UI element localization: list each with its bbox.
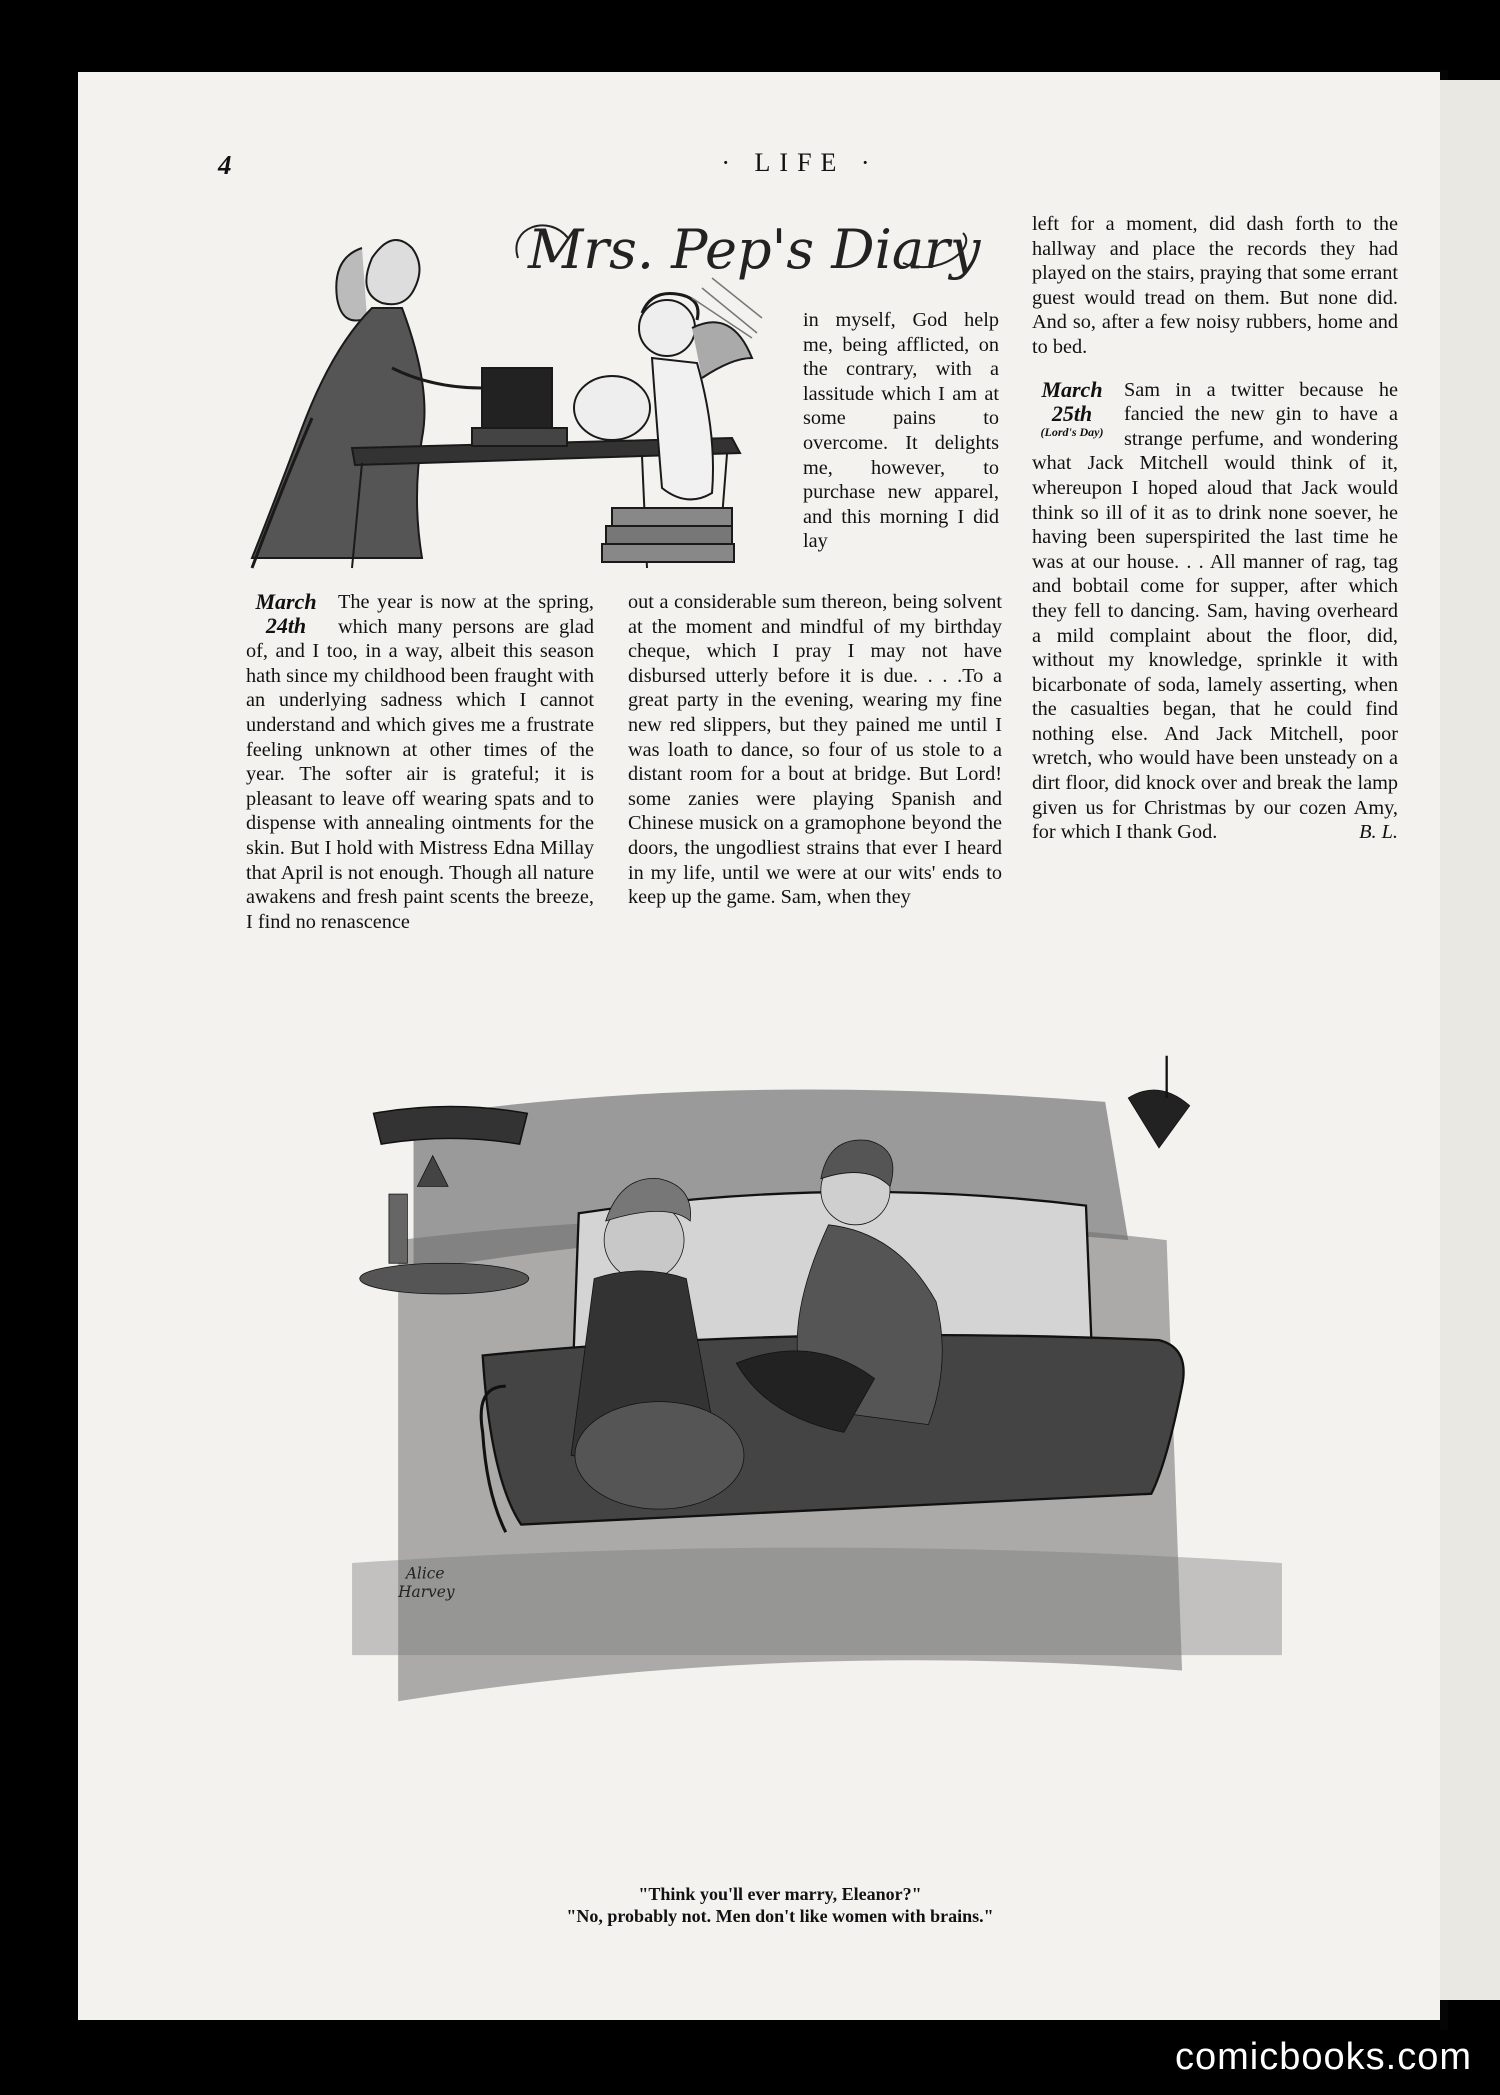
author-signature: B. L. bbox=[1359, 821, 1398, 844]
sofa-cartoon-illustration bbox=[212, 1025, 1422, 1855]
entry-date-march-24: March 24th bbox=[255, 589, 317, 638]
entry1-text-col2-bottom: out a considerable sum thereon, being solvent at the moment and mindful of my birthday cheque, which I pray I may not have disbursed utterly before it is due. . . .To a great party in the evening, wearing my fine new red slippers, but they pained me until I was loath to dance, so four of us stole to a distant room for a bout at bridge. But Lord! some zanies were playing Spanish and Chinese musick on a gramophone beyond the doors, the ungodliest strains that ever I heard in my life, until we were at our wits' ends to keep up the game. Sam, when they bbox=[628, 591, 1002, 909]
page-number: 4 bbox=[218, 150, 232, 180]
svg-text:Harvey: Harvey bbox=[398, 1582, 455, 1601]
entry1-text-col1: The year is now at the spring, which many persons are glad of, and I too, in a way, albeit this season hath since my childhood been fraught with an underlying sadness which I cannot understand and which gives me a frustrate feeling unknown at other times of the year. The softer air is grateful; it is pleasant to leave off wearing spats and to dispense with annealing ointments for the skin. But I hold with Mistress Edna Millay that April is not enough. Though all nature awakens and fresh paint scents the breeze, I find no renascence bbox=[246, 591, 594, 933]
column-2-bottom bbox=[628, 590, 1002, 910]
column-1 bbox=[246, 590, 594, 934]
entry-date-march-25: March 25th (Lord's Day) bbox=[1032, 378, 1112, 440]
caption-line-1: "Think you'll ever marry, Eleanor?" bbox=[638, 1884, 922, 1904]
entry1-text-col2-top: in myself, God help me, being afflicted, on the contrary, with a lassitude which I am at some pains to overcome. It delights me, however, to purchase new apparel, and this morning I did lay bbox=[803, 309, 999, 553]
watermark: comicbooks.com bbox=[1175, 2036, 1472, 2078]
cartoon-caption-block bbox=[460, 1883, 1100, 1927]
article-title: Mrs. Pep's Diary bbox=[528, 218, 980, 281]
column-3 bbox=[1032, 212, 1398, 845]
caption-line-2: "No, probably not. Men don't like women with brains." bbox=[566, 1906, 994, 1926]
entry2-text: Sam in a twitter because he fancied the new gin to have a strange perfume, and wondering what Jack Mitchell would think of it, whereupon I hoped aloud that Jack would think so ill of it as to drink none soever, he having been superspirited the last time he was at our house. . . All manner of rag, tag and bobtail come for supper, after which they fell to dancing. Sam, having overheard a mild complaint about the floor, did, without my knowledge, sprinkle it with bicarbonate of soda, lamely asserting, when the casualties began, that he could find nothing else. And Jack Mitchell, poor wretch, who would have been unsteady on a dirt floor, did knock over and break the lamp given us for Christmas by our cozen Amy, for which I thank God. B. L. bbox=[1032, 378, 1398, 844]
facing-page-edge bbox=[1440, 80, 1500, 2000]
typewriter-illustration bbox=[222, 218, 782, 578]
masthead: · LIFE · bbox=[721, 148, 879, 177]
artist-signature-art: Alice bbox=[405, 1564, 445, 1583]
entry1-text-col3: left for a moment, did dash forth to the hallway and place the records they had played on the stairs, praying that some errant guest would tread on them. But none did. And so, after a few noisy rubbers, home and to bed. bbox=[1032, 213, 1398, 358]
column-2-top bbox=[803, 308, 999, 554]
lords-day-label: (Lord's Day) bbox=[1040, 424, 1104, 439]
